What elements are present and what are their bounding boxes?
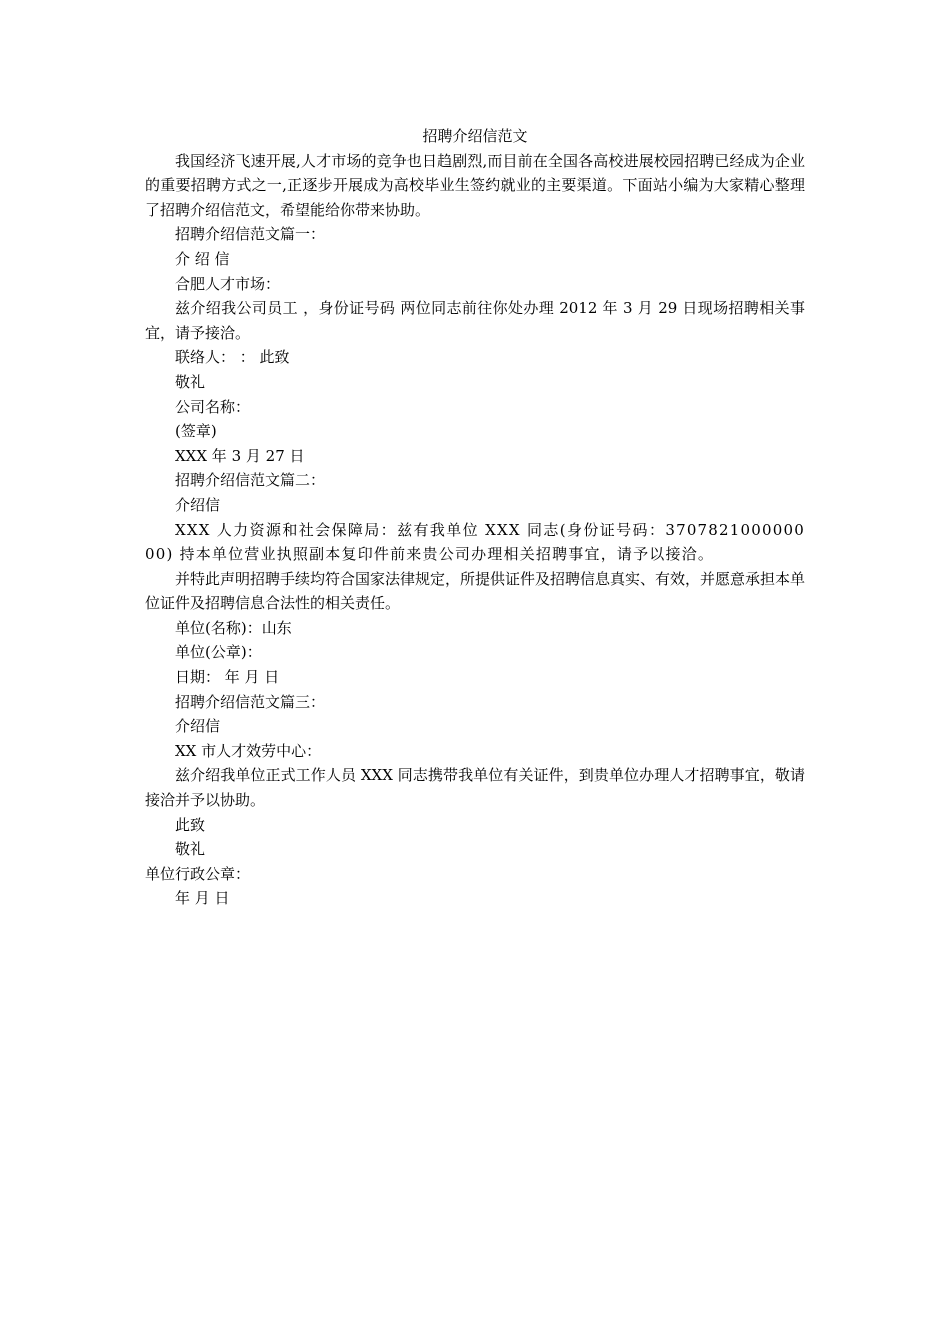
intro-paragraph: 我国经济飞速开展,人才市场的竞争也日趋剧烈,而目前在全国各高校进展校园招聘已经成为企业的重要招聘方式之一,正逐步开展成为高校毕业生签约就业的主要渠道。下面站小编为大家精心整理了招聘介绍信范文，希望能给你带来协助。 (145, 151, 805, 219)
letter-3-salute: 敬礼 (175, 840, 206, 859)
letter-1-salute: 敬礼 (175, 372, 206, 391)
letter-2-title: 介绍信 (175, 495, 221, 514)
document-page (145, 124, 805, 911)
letter-1-body: 兹介绍我公司员工 ，身份证号码 两位同志前往你处办理 2012 年 3 月 29 日现场招聘相关事宜，请予接洽。 (145, 299, 805, 342)
letter-2-unit-name: 单位(名称)：山东 (175, 618, 292, 637)
letter-2-unit-seal: 单位(公章)： (175, 643, 262, 662)
letter-3-title: 介绍信 (175, 717, 221, 736)
letter-3-closing: 此致 (175, 815, 206, 834)
letter-3-body: 兹介绍我单位正式工作人员 XXX 同志携带我单位有关证件，到贵单位办理人才招聘事宜，敬请接洽并予以协助。 (145, 766, 805, 810)
letter-1-title: 介 绍 信 (175, 249, 230, 268)
section-heading-1: 招聘介绍信范文篇一： (175, 225, 326, 244)
letter-2-declaration: 并特此声明招聘手续均符合国家法律规定，所提供证件及招聘信息真实、有效，并愿意承担本单位证件及招聘信息合法性的相关责任。 (145, 569, 806, 613)
letter-2-date: 日期： 年 月 日 (175, 668, 280, 687)
letter-1-date: XXX 年 3 月 27 日 (175, 446, 305, 465)
letter-2-body: XXX 人力资源和社会保障局：兹有我单位 XXX 同志(身份证号码：370782100000000) 持本单位营业执照副本复印件前来贵公司办理相关招聘事宜，请予以接洽。 (145, 520, 805, 564)
letter-3-recipient: XX 市人才效劳中心： (175, 741, 322, 760)
section-heading-3: 招聘介绍信范文篇三： (175, 692, 326, 711)
letter-1-seal: (签章) (175, 422, 217, 441)
letter-1-recipient: 合肥人才市场： (175, 274, 281, 293)
letter-3-official-seal: 单位行政公章： (145, 864, 251, 883)
letter-3-date: 年 月 日 (175, 889, 230, 908)
section-heading-2: 招聘介绍信范文篇二： (175, 471, 326, 490)
document-title: 招聘介绍信范文 (422, 127, 528, 145)
letter-1-company: 公司名称： (175, 397, 251, 416)
letter-1-contact: 联络人： ： 此致 (175, 348, 290, 367)
